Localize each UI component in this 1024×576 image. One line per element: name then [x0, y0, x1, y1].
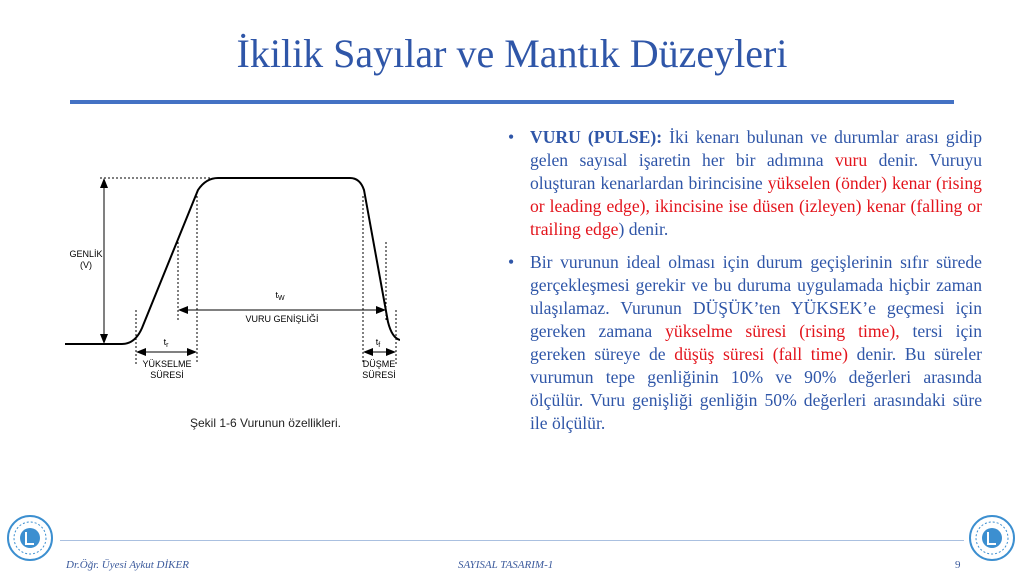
bullet-item-2 [508, 251, 982, 435]
title-underline [70, 100, 954, 104]
page-number: 9 [955, 559, 961, 571]
bullet-item-1 [508, 126, 982, 241]
bullet-2-segment-1: yükselme süresi (rising time), [665, 321, 900, 341]
tr-symbol: $t_r$ [163, 337, 169, 349]
university-logo-left [6, 514, 54, 562]
bullet-1-segment-2: vuru [834, 150, 868, 170]
bullet-1-segment-4: yükselen (önder) kenar (rising or leading edge), ikincisine ise düsen (izleyen) kenar (falling or trailing edge [530, 173, 982, 239]
bullet-1-segment-1: İki kenarı bulunan ve durumlar arası gidip gelen sayısal işaretin her bir adımına [530, 127, 982, 170]
footer-course: SAYISAL TASARIM-1 [458, 559, 554, 571]
amplitude-label: GENLİK [69, 249, 103, 259]
bullet-marker: • [508, 127, 515, 147]
bullet-1-segment-3: denir. Vuruyu oluşturan kenarlardan birincisine [530, 150, 982, 193]
fall-time-label: DÜŞME [362, 359, 396, 369]
university-logo-right [968, 514, 1016, 562]
rise-time-label: YÜKSELME [142, 359, 192, 369]
figure-caption: Şekil 1-6 Vurunun özellikleri. [190, 416, 341, 430]
pulse-width-label: VURU GENİŞLİĞİ [245, 314, 319, 324]
pulse-falling-edge-drawn [350, 178, 400, 340]
amplitude-unit: (V) [80, 260, 92, 270]
bullet-1-segment-0: VURU (PULSE): [530, 127, 663, 147]
fall-time-label-2: SÜRESİ [362, 370, 396, 380]
rise-time-label-2: SÜRESİ [150, 370, 184, 380]
bullet-2-segment-2: tersi için gereken süreye de [530, 321, 982, 364]
footer-author: Dr.Öğr. Üyesi Aykut DİKER [66, 559, 189, 571]
footer-divider [60, 540, 964, 541]
slide-title: İkilik Sayılar ve Mantık Düzeyleri [236, 31, 788, 76]
bullet-2-segment-4: denir. Bu süreler vurumun tepe genliğinin 10% ve 90% değerleri arasında ölçülür. Vuru genişliği genliğin 50% değerleri arasındaki süre ile ölçülür. [530, 344, 982, 433]
tf-symbol: $t_f$ [375, 337, 381, 349]
tw-symbol: $t_W$ [275, 290, 285, 302]
bullet-list [508, 126, 982, 445]
pulse-falling-edge [350, 178, 400, 344]
bullet-1-segment-5: ) denir. [618, 219, 669, 239]
bullet-2-segment-0: Bir vurunun ideal olması için durum geçişlerinin sıfır sürede gerçekleşmesi gerekir ve bu duruma uygulamada hiçbir zaman ulaşılamaz. Vurunun DÜŞÜK’ten YÜKSEK’e geçmesi için gereken zamana [530, 252, 982, 341]
bullet-marker: • [508, 252, 515, 272]
bullet-2-segment-3: düşüş süresi (fall time) [674, 344, 848, 364]
pulse-diagram [60, 150, 400, 450]
